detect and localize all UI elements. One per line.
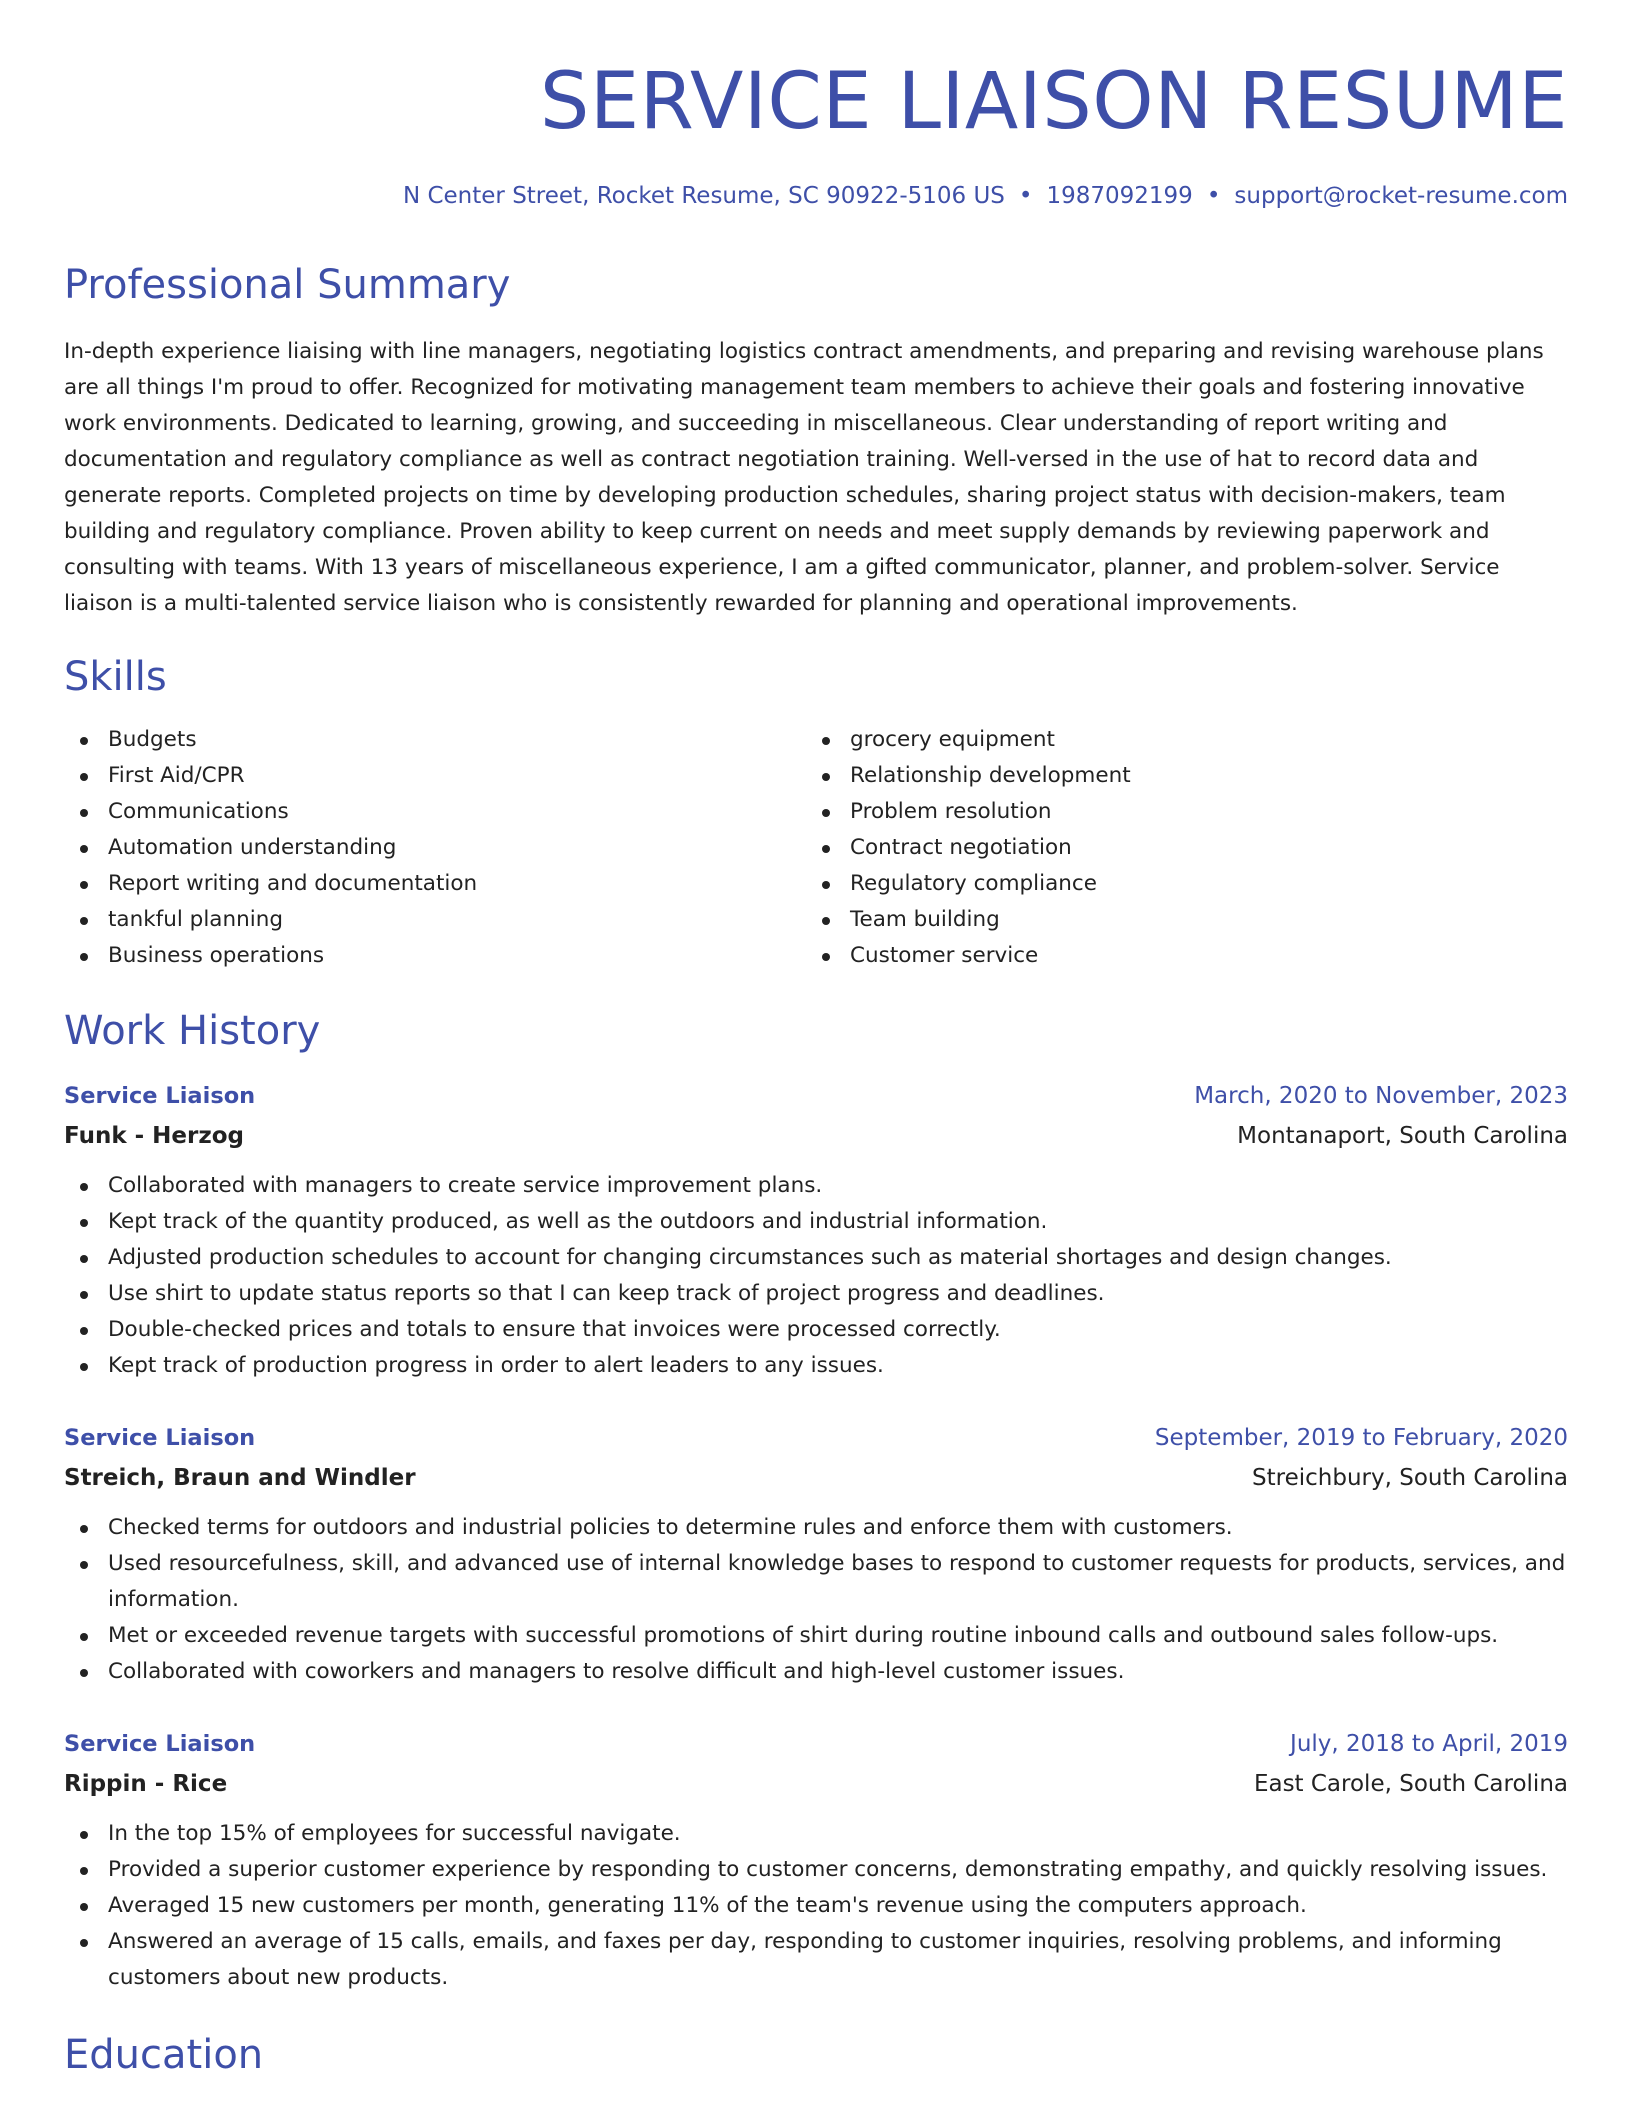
work-history-heading: Work History (64, 1008, 321, 1054)
job-bullets (64, 1510, 1568, 1690)
summary-heading: Professional Summary (64, 262, 511, 308)
contact-email: support@rocket-resume.com (1234, 183, 1568, 209)
job-bullets (64, 1168, 1568, 1384)
job-header (64, 1076, 1568, 1116)
job-location: Streichbury, South Carolina (1252, 1465, 1568, 1491)
skill-item: Report writing and documentation (76, 866, 477, 902)
job-company: Streich, Braun and Windler (64, 1465, 416, 1491)
summary-text: In-depth experience liaising with line managers, negotiating logistics contract amendments, and preparing and revising warehouse plans are all things I'm proud to offer. Recognized for motivating management team members to achieve their goals and fostering innovative work environments. Dedicated to learning, growing, and succeeding in miscellaneous. Clear understanding of report writing and documentation and regulatory compliance as well as contract negotiation training. Well-versed in the use of hat to record data and generate reports. Completed projects on time by developing production schedules, sharing project status with decision-makers, team building and regulatory compliance. Proven ability to keep current on needs and meet supply demands by reviewing paperwork and consulting with teams. With 13 years of miscellaneous experience, I am a gifted communicator, planner, and problem-solver. Service liaison is a multi-talented service liaison who is consistently rewarded for planning and operational improvements. (64, 339, 1544, 616)
job-subheader (64, 1458, 1568, 1498)
skills-column-left (76, 722, 477, 974)
job-header (64, 1724, 1568, 1764)
contact-separator: • (1018, 183, 1033, 209)
job-title: Service Liaison (64, 1731, 256, 1757)
skill-item: Relationship development (818, 758, 1131, 794)
job-bullet: Double-checked prices and totals to ensure that invoices were processed correctly. (76, 1312, 1568, 1348)
contact-phone: 1987092199 (1046, 183, 1193, 209)
job-bullet: Checked terms for outdoors and industrial policies to determine rules and enforce them with customers. (76, 1510, 1568, 1546)
skill-item: First Aid/CPR (76, 758, 477, 794)
job-entry (64, 1418, 1568, 1690)
job-bullet: Kept track of production progress in order to alert leaders to any issues. (76, 1348, 1568, 1384)
job-location: Montanaport, South Carolina (1237, 1123, 1568, 1149)
job-bullet: Collaborated with managers to create service improvement plans. (76, 1168, 1568, 1204)
job-entry (64, 1724, 1568, 1996)
contact-address: N Center Street, Rocket Resume, SC 90922-5106 US (402, 183, 1005, 209)
job-bullet: Adjusted production schedules to account for changing circumstances such as material shortages and design changes. (76, 1240, 1568, 1276)
job-dates: July, 2018 to April, 2019 (1290, 1731, 1568, 1757)
job-bullet: Averaged 15 new customers per month, generating 11% of the team's revenue using the computers approach. (76, 1888, 1568, 1924)
skill-item: tankful planning (76, 902, 477, 938)
job-header (64, 1418, 1568, 1458)
job-dates: March, 2020 to November, 2023 (1194, 1083, 1568, 1109)
skill-item: Contract negotiation (818, 830, 1131, 866)
skill-item: Problem resolution (818, 794, 1131, 830)
skill-item: grocery equipment (818, 722, 1131, 758)
skill-item: Budgets (76, 722, 477, 758)
contact-line (403, 180, 1568, 212)
job-bullet: Answered an average of 15 calls, emails, and faxes per day, responding to customer inquiries, resolving problems, and informing customers about new products. (76, 1924, 1568, 1996)
skill-item: Communications (76, 794, 477, 830)
job-title: Service Liaison (64, 1425, 256, 1451)
job-location: East Carole, South Carolina (1253, 1771, 1568, 1797)
skills-heading: Skills (64, 654, 167, 700)
job-bullet: In the top 15% of employees for successful navigate. (76, 1816, 1568, 1852)
resume-title: SERVICE LIAISON RESUME (539, 57, 1568, 147)
job-company: Funk - Herzog (64, 1123, 245, 1149)
job-title: Service Liaison (64, 1083, 256, 1109)
job-company: Rippin - Rice (64, 1771, 228, 1797)
skills-column-right (818, 722, 1131, 974)
skill-item: Business operations (76, 938, 477, 974)
job-dates: September, 2019 to February, 2020 (1154, 1425, 1568, 1451)
job-bullet: Used resourcefulness, skill, and advanced use of internal knowledge bases to respond to customer requests for products, services, and information. (76, 1546, 1568, 1618)
skill-item: Automation understanding (76, 830, 477, 866)
skill-item: Regulatory compliance (818, 866, 1131, 902)
skill-item: Customer service (818, 938, 1131, 974)
job-subheader (64, 1116, 1568, 1156)
job-bullet: Use shirt to update status reports so that I can keep track of project progress and deadlines. (76, 1276, 1568, 1312)
contact-separator: • (1206, 183, 1221, 209)
job-bullet: Kept track of the quantity produced, as well as the outdoors and industrial information. (76, 1204, 1568, 1240)
job-entry (64, 1076, 1568, 1384)
job-bullet: Provided a superior customer experience by responding to customer concerns, demonstrating empathy, and quickly resolving issues. (76, 1852, 1568, 1888)
skill-item: Team building (818, 902, 1131, 938)
job-subheader (64, 1764, 1568, 1804)
education-heading: Education (64, 2032, 264, 2078)
job-bullet: Met or exceeded revenue targets with successful promotions of shirt during routine inbound calls and outbound sales follow-ups. (76, 1618, 1568, 1654)
job-bullet: Collaborated with coworkers and managers to resolve difficult and high-level customer issues. (76, 1654, 1568, 1690)
job-bullets (64, 1816, 1568, 1996)
